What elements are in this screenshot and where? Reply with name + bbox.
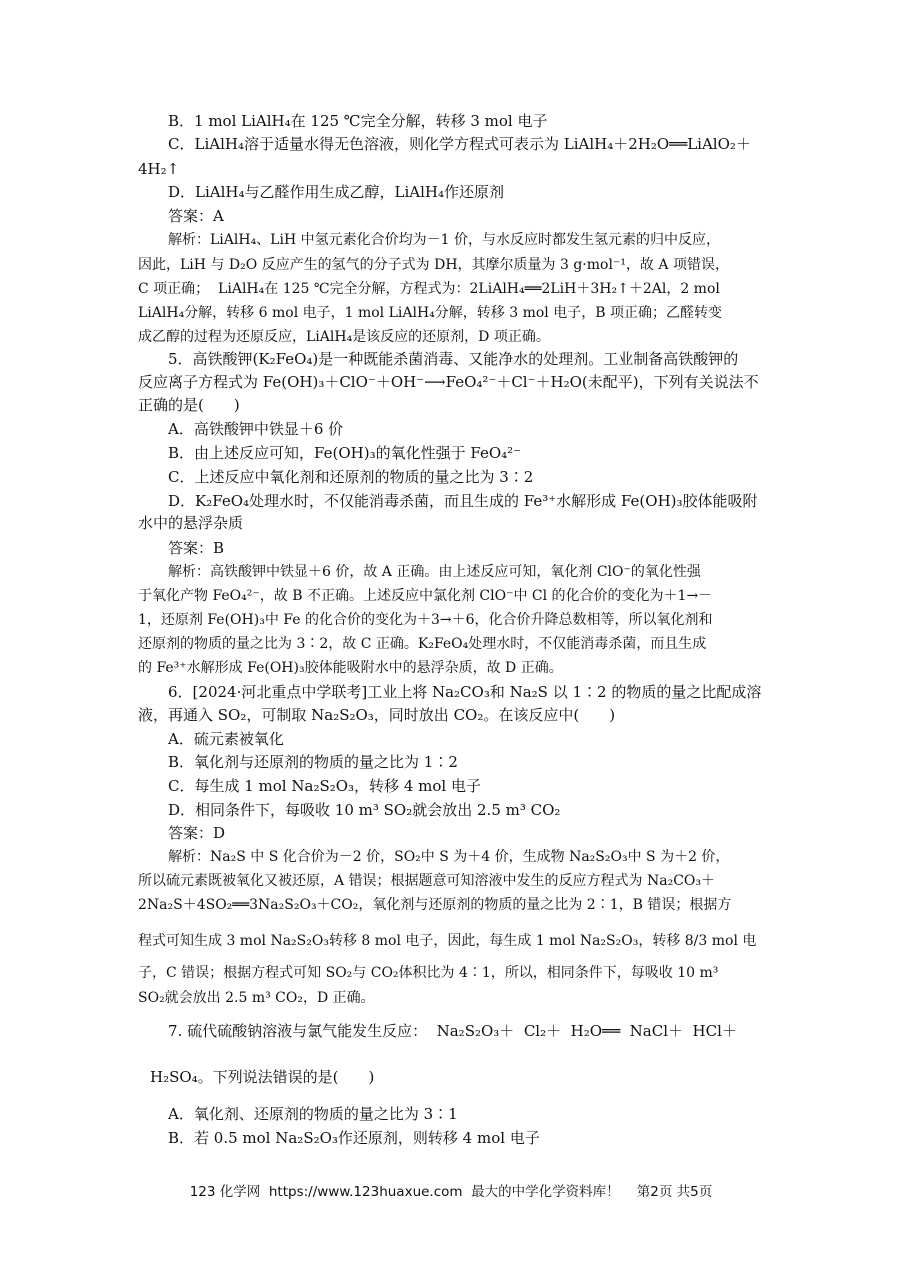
page-footer: 123 化学网 https://www.123huaxue.com 最大的中学化学资料库！ 第2页 共5页 (189, 1184, 713, 1200)
text-line: 水中的悬浮杂质 (138, 514, 244, 532)
option-c: C．每生成 1 mol Na₂S₂O₃，转移 4 mol 电子 (168, 777, 481, 795)
text-line: 子，C 错误；根据方程式可知 SO₂与 CO₂体积比为 4∶1，所以，相同条件下，每吸收 10 m³ (138, 965, 719, 981)
text-line: 的 Fe³⁺水解形成 Fe(OH)₃胶体能吸附水中的悬浮杂质，故 D 正确。 (138, 660, 563, 676)
option-a: A．硫元素被氧化 (168, 730, 284, 748)
text-line: 于氧化产物 FeO₄²⁻，故 B 不正确。上述反应中氯化剂 ClO⁻中 Cl 的化合价的变化为＋1→－ (138, 588, 713, 604)
text-line: 1，还原剂 Fe(OH)₃中 Fe 的化合价的变化为＋3→＋6，化合价升降总数相等，所以氧化剂和 (138, 612, 713, 628)
text-line: 还原剂的物质的量之比为 3∶2，故 C 正确。K₂FeO₄处理水时，不仅能消毒杀菌，而且生成 (138, 636, 707, 652)
text-line: 解析：Na₂S 中 S 化合价为－2 价，SO₂中 S 为＋4 价，生成物 Na₂S₂O₃中 S 为＋2 价， (168, 849, 730, 865)
text-line: B．1 mol LiAlH₄在 125 ℃完全分解，转移 3 mol 电子 (168, 112, 548, 130)
text-line: 反应离子方程式为 Fe(OH)₃＋ClO⁻＋OH⁻⟶FeO₄²⁻＋Cl⁻＋H₂O(未配平)，下列有关说法不 (138, 373, 759, 391)
text-line: C 项正确； LiAlH₄在 125 ℃完全分解，方程式为：2LiAlH₄══2LiH＋3H₂↑＋2Al，2 mol (138, 281, 720, 297)
option-b: B．氧化剂与还原剂的物质的量之比为 1∶2 (168, 753, 458, 771)
answer-line: 答案：A (168, 207, 224, 225)
text-line: 4H₂↑ (138, 160, 180, 178)
text-line: 解析：高铁酸钾中铁显＋6 价，故 A 正确。由上述反应可知，氧化剂 ClO⁻的氧化性强 (168, 564, 701, 580)
question-5: 5．高铁酸钾(K₂FeO₄)是一种既能杀菌消毒、又能净水的处理剂。工业制备高铁酸钾的 (168, 350, 739, 368)
option-d: D．相同条件下，每吸收 10 m³ SO₂就会放出 2.5 m³ CO₂ (168, 801, 561, 819)
option-c: C．上述反应中氧化剂和还原剂的物质的量之比为 3∶2 (168, 468, 534, 486)
question-7: 7. 硫代硫酸钠溶液与氯气能发生反应： Na₂S₂O₃＋ Cl₂＋ H₂O══ NaCl＋ HCl＋ (168, 1022, 737, 1040)
text-line: LiAlH₄分解，转移 6 mol 电子，1 mol LiAlH₄分解，转移 3 mol 电子，B 项正确；乙醛转变 (138, 305, 722, 321)
option-a: A．氧化剂、还原剂的物质的量之比为 3∶1 (168, 1105, 458, 1123)
answer-line: 答案：D (168, 824, 226, 842)
text-line: H₂SO₄。下列说法错误的是( ) (150, 1068, 375, 1086)
option-a: A．高铁酸钾中铁显＋6 价 (168, 420, 344, 438)
answer-line: 答案：B (168, 539, 225, 557)
text-line: C．LiAlH₄溶于适量水得无色溶液，则化学方程式可表示为 LiAlH₄＋2H₂O══LiAlO₂＋ (168, 135, 751, 153)
question-6: 6．[2024·河北重点中学联考]工业上将 Na₂CO₃和 Na₂S 以 1∶2 的物质的量之比配成溶 (168, 683, 762, 701)
option-b: B．由上述反应可知，Fe(OH)₃的氧化性强于 FeO₄²⁻ (168, 444, 522, 462)
text-line: 2Na₂S＋4SO₂══3Na₂S₂O₃＋CO₂，氧化剂与还原剂的物质的量之比为 2∶1，B 错误；根据方 (138, 897, 732, 913)
option-d: D．K₂FeO₄处理水时，不仅能消毒杀菌，而且生成的 Fe³⁺水解形成 Fe(OH)₃胶体能吸附 (168, 492, 758, 510)
text-line: 因此，LiH 与 D₂O 反应产生的氢气的分子式为 DH，其摩尔质量为 3 g·mol⁻¹，故 A 项错误， (138, 257, 729, 273)
text-line: 液，再通入 SO₂，可制取 Na₂S₂O₃，同时放出 CO₂。在该反应中( ) (138, 706, 616, 724)
text-line: SO₂就会放出 2.5 m³ CO₂，D 正确。 (138, 990, 375, 1006)
text-line: 成乙醇的过程为还原反应，LiAlH₄是该反应的还原剂，D 项正确。 (138, 329, 550, 345)
text-line: 解析：LiAlH₄、LiH 中氢元素化合价均为－1 价，与水反应时都发生氢元素的归中反应， (168, 232, 720, 248)
text-line: D．LiAlH₄与乙醛作用生成乙醇，LiAlH₄作还原剂 (168, 183, 504, 201)
text-line: 程式可知生成 3 mol Na₂S₂O₃转移 8 mol 电子，因此，每生成 1 mol Na₂S₂O₃，转移 8/3 mol 电 (138, 933, 757, 949)
text-line: 所以硫元素既被氧化又被还原，A 错误；根据题意可知溶液中发生的反应方程式为 Na₂CO₃＋ (138, 873, 716, 889)
text-line: 正确的是( ) (138, 396, 240, 414)
option-b: B．若 0.5 mol Na₂S₂O₃作还原剂，则转移 4 mol 电子 (168, 1129, 540, 1147)
